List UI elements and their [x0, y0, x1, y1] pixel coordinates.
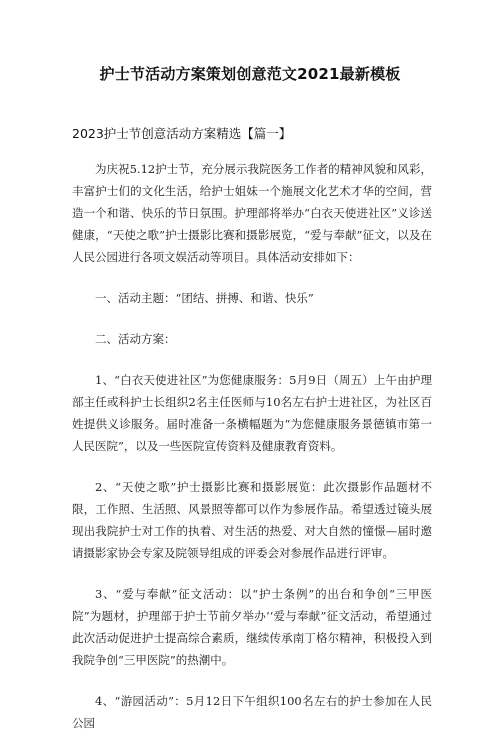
section-heading: 2023护士节创意活动方案精选【篇一】: [72, 126, 292, 141]
paragraph-item-2: 2、“天使之歌”护士摄影比赛和摄影展览：此次摄影作品题材不限，工作照、生活照、风景照等都可以作为参展作品。希望透过镜头展现出我院护士对工作的执着、对生活的热爱、对大自然的憧憬—届时邀请摄影家协会专家及院领导组成的评委会对参展作品进行评审。: [72, 480, 432, 560]
document-title: 护士节活动方案策划创意范文2021最新模板: [99, 65, 401, 83]
paragraph-intro: 为庆祝5.12护士节，充分展示我院医务工作者的精神风貌和风彩，丰富护士们的文化生活，给护士姐妹一个施展文化艺术才华的空间，营造一个和谐、快乐的节日氛围。护理部将举办“白衣天使进社区”义诊送健康，“天使之歌”护士摄影比赛和摄影展览，“爱与奉献”征文，以及在人民公园进行各项文娱活动等项目。具体活动安排如下：: [72, 162, 432, 264]
paragraph-item-3: 3、“爱与奉献”征文活动：以“护士条例”的出台和争创“三甲医院”为题材，护理部于护士节前夕举办‘‘爱与奉献”征文活动，希望通过此次活动促进护士提高综合素质，继续传承南丁格尔精神，积极投入到我院争创“三甲医院”的热潮中。: [72, 587, 432, 667]
document-body: [72, 158, 432, 753]
paragraph-item-1: 1、“白衣天使进社区”为您健康服务：5月9日（周五）上午由护理部主任或科护士长组织2名主任医师与10名左右护士进社区，为社区百姓提供义诊服务。届时准备一条横幅题为“为您健康服务景德镇市第一人民医院”，以及一些医院宣传资料及健康教育资料。: [72, 373, 432, 453]
paragraph-item-4: 4、“游园活动”：5月12日下午组织100名左右的护士参加在人民公园: [72, 694, 432, 730]
paragraph-theme: 一、活动主题：“团结、拼搏、和谐、快乐”: [95, 291, 314, 305]
paragraph-plan-heading: 二、活动方案：: [95, 332, 176, 346]
